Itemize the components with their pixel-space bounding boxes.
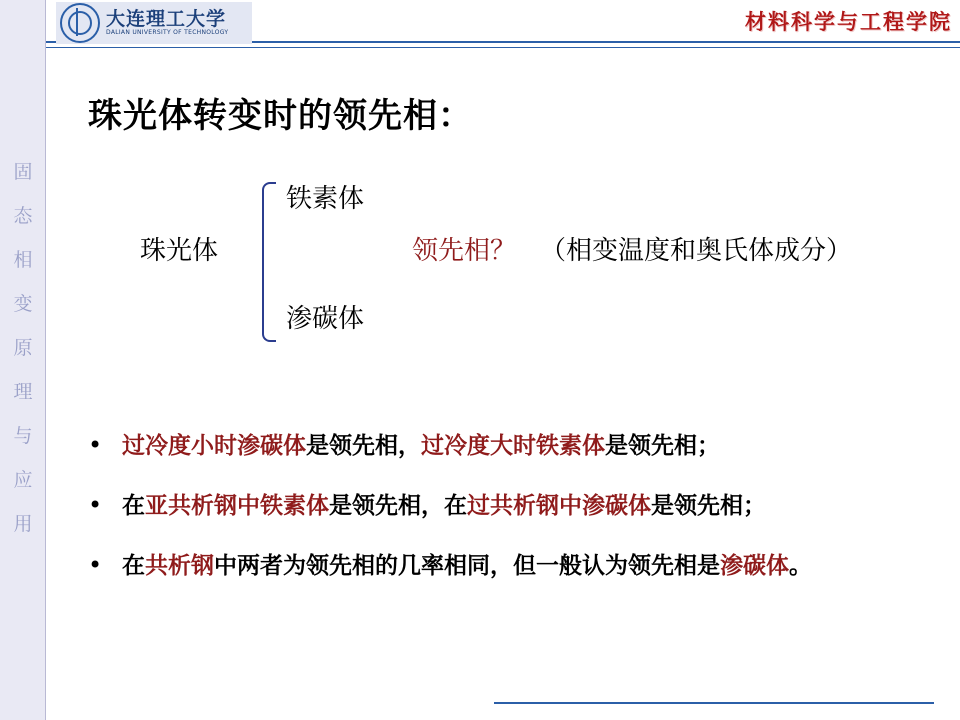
highlighted-term: 过冷度大时铁素体 <box>421 433 605 459</box>
list-item <box>88 490 928 522</box>
highlighted-term: 渗碳体 <box>720 553 789 579</box>
pearlite-brace-diagram <box>0 170 960 360</box>
highlighted-term: 共析钢 <box>145 553 214 579</box>
diagram-branch-ferrite: 铁素体 <box>286 184 365 214</box>
plain-text: 是领先相； <box>605 433 720 459</box>
university-name-en: DALIAN UNIVERSITY OF TECHNOLOGY <box>106 28 229 36</box>
sidebar-vertical-char: 固 <box>13 161 33 183</box>
sidebar-vertical-char: 变 <box>13 293 33 315</box>
plain-text: 是领先相，在 <box>329 493 467 519</box>
university-logo-text <box>106 7 229 36</box>
footer-rule <box>494 702 934 704</box>
sidebar-vertical-char: 态 <box>13 205 33 227</box>
bullet-dot-icon: • <box>88 551 103 579</box>
brace-bracket <box>262 182 276 342</box>
sidebar-vertical-char: 相 <box>13 249 33 271</box>
sidebar-band <box>0 0 46 720</box>
university-name-cn: 大连理工大学 <box>106 7 227 30</box>
sidebar-vertical-char: 理 <box>13 381 33 403</box>
list-item-text <box>122 490 766 522</box>
bullet-dot-icon: • <box>88 491 103 519</box>
plain-text: 中两者为领先相的几率相同，但一般认为领先相是 <box>214 553 720 579</box>
bullet-dot-icon: • <box>88 431 103 459</box>
sidebar-vertical-char: 与 <box>13 425 33 447</box>
list-item <box>88 430 928 462</box>
diagram-root-label: 珠光体 <box>140 236 219 266</box>
university-seal-icon <box>60 3 100 43</box>
bullet-list <box>88 430 928 610</box>
plain-text: 在 <box>122 553 145 579</box>
highlighted-term: 亚共析钢中铁素体 <box>145 493 329 519</box>
list-item <box>88 550 928 582</box>
slide-header <box>46 0 960 60</box>
list-item-text <box>122 430 720 462</box>
highlighted-term: 过冷度小时渗碳体 <box>122 433 306 459</box>
list-item-text <box>122 550 812 582</box>
plain-text: 是领先相， <box>306 433 421 459</box>
plain-text: 在 <box>122 493 145 519</box>
highlighted-term: 过共析钢中渗碳体 <box>467 493 651 519</box>
sidebar-vertical-char: 应 <box>13 469 33 491</box>
sidebar-vertical-char: 用 <box>13 513 33 535</box>
page-title: 珠光体转变时的领先相： <box>88 96 473 136</box>
university-logo <box>56 2 252 44</box>
sidebar-vertical-char: 原 <box>13 337 33 359</box>
diagram-branch-cementite: 渗碳体 <box>286 304 365 334</box>
diagram-lead-phase-question: 领先相？ <box>412 236 517 266</box>
plain-text: 是领先相； <box>651 493 766 519</box>
plain-text: 。 <box>789 553 812 579</box>
department-title: 材料科学与工程学院 <box>745 10 952 34</box>
diagram-lead-phase-note: （相变温度和奥氏体成分） <box>540 236 853 266</box>
header-rule-thin <box>46 47 960 48</box>
